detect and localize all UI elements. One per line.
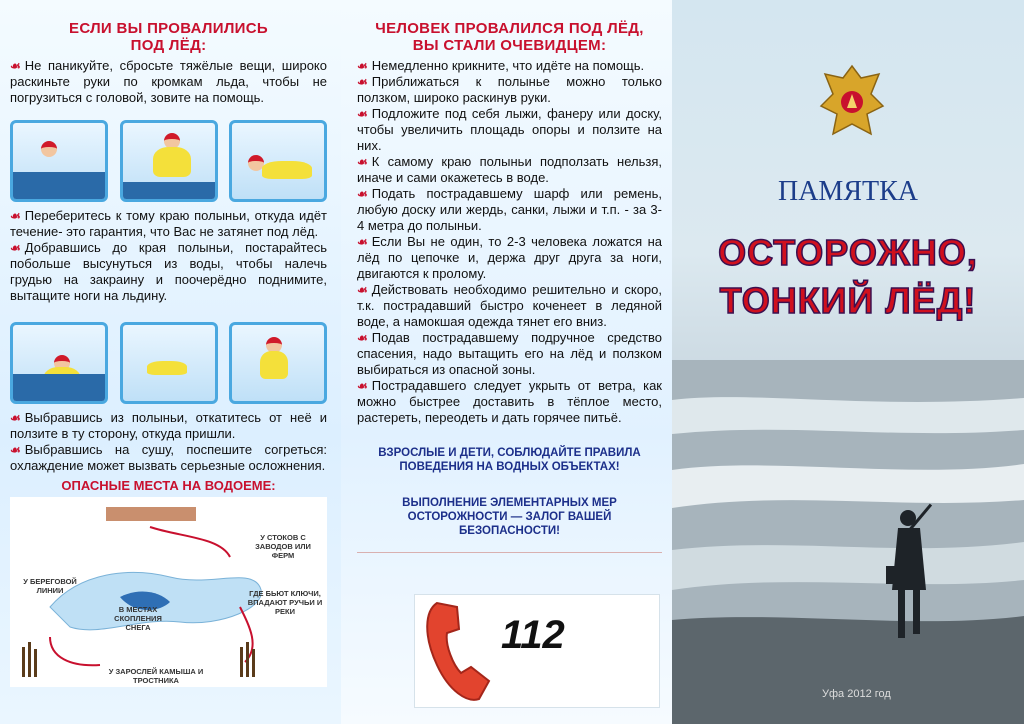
cover-label: ПАМЯТКА — [777, 176, 918, 207]
bullet-icon: ☙ — [357, 107, 368, 121]
illustration-fallen-through — [10, 120, 108, 202]
list-item-text: Если Вы не один, то 2-3 человека ложатся на лёд по цепочке и, держа друг друга за ноги, двигаются к пролому. — [357, 234, 662, 281]
safety-note: ВЫПОЛНЕНИЕ ЭЛЕМЕНТАРНЫХ МЕР ОСТОРОЖНОСТИ — ЗАЛОГ ВАШЕЙ БЕЗОПАСНОСТИ! — [402, 497, 617, 537]
emergency-number: 112 — [501, 613, 565, 657]
cover-title-line-1: ОСТОРОЖНО, — [718, 232, 978, 273]
list-item-text: Приближаться к полынье можно только ползком, широко раскинув руки. — [357, 74, 662, 105]
bullet-icon: ☙ — [357, 75, 368, 89]
illustration-rolling-away — [120, 322, 218, 404]
middle-heading-line-1: ЧЕЛОВЕК ПРОВАЛИЛСЯ ПОД ЛЁД, — [375, 20, 644, 37]
map-label-snow: В МЕСТАХ СКОПЛЕНИЯ СНЕГА — [114, 605, 162, 632]
danger-map — [10, 497, 327, 687]
left-paragraph-3-text: Добравшись до края полыньи, постарайтесь побольше высунуться из воды, чтобы налечь грудью на закраину и поочерёдно поднимите, вытащите ноги на льдину. — [10, 240, 327, 303]
emergency-phone-box — [414, 594, 660, 708]
bullet-icon: ☙ — [357, 235, 368, 249]
list-item — [357, 74, 662, 106]
rules-note: ВЗРОСЛЫЕ И ДЕТИ, СОБЛЮДАЙТЕ ПРАВИЛА ПОВЕДЕНИЯ НА ВОДНЫХ ОБЪЕКТАХ! — [378, 447, 641, 473]
map-label-drains: У СТОКОВ С ЗАВОДОВ ИЛИ ФЕРМ — [255, 533, 311, 560]
illustration-walking-ashore — [229, 322, 327, 404]
left-heading-line-2: ПОД ЛЁД: — [130, 37, 207, 54]
left-paragraph-4 — [10, 410, 327, 442]
left-panel — [0, 0, 341, 724]
ice-landscape — [672, 360, 1024, 724]
bullet-icon: ☙ — [10, 59, 21, 73]
bullet-icon: ☙ — [357, 331, 368, 345]
list-item-text: Действовать необходимо решительно и скоро, т.к. пострадавший быстро коченеет в ледяной воде, а намокшая одежда тянет его вниз. — [357, 282, 662, 329]
witness-instructions-list — [357, 58, 662, 426]
bullet-icon: ☙ — [10, 209, 21, 223]
list-item — [357, 154, 662, 186]
list-item-text: Подав пострадавшему подручное средство спасения, надо вытащить его на лёд и ползком выбираться из опасной зоны. — [357, 330, 662, 377]
list-item — [357, 58, 662, 74]
bullet-icon: ☙ — [357, 283, 368, 297]
bullet-icon: ☙ — [357, 155, 368, 169]
list-item-text: К самому краю полыньи подползать нельзя, иначе и сами окажетесь в воде. — [357, 154, 662, 185]
middle-heading — [357, 20, 662, 54]
list-item — [357, 186, 662, 234]
list-item — [357, 330, 662, 378]
left-paragraph-1 — [10, 58, 327, 106]
cover-footer: Уфа 2012 год — [822, 688, 891, 700]
left-paragraph-3 — [10, 240, 327, 304]
left-heading-line-1: ЕСЛИ ВЫ ПРОВАЛИЛИСЬ — [69, 20, 268, 37]
map-label-reeds: У ЗАРОСЛЕЙ КАМЫША И ТРОСТНИКА — [108, 667, 204, 685]
left-paragraph-4-text: Выбравшись из полыньи, откатитесь от неё и ползите в ту сторону, откуда пришли. — [10, 410, 327, 441]
divider — [357, 552, 662, 553]
list-item-text: Подать пострадавшему шарф или ремень, любую доску или жердь, санки, лыжи и т.п. - за 3-4 метра до полыньи. — [357, 186, 662, 233]
cover-panel — [672, 0, 1024, 724]
middle-heading-line-2: ВЫ СТАЛИ ОЧЕВИДЦЕМ: — [412, 37, 607, 54]
bullet-icon: ☙ — [10, 443, 21, 457]
illustration-arms-spread — [120, 120, 218, 202]
illustration-row-2 — [10, 322, 327, 404]
bullet-icon: ☙ — [357, 59, 368, 73]
left-paragraph-2-text: Переберитесь к тому краю полыньи, откуда идёт течение- это гарантия, что Вас не затянет под лёд. — [10, 208, 327, 239]
illustration-lean-chest — [10, 322, 108, 404]
map-label-springs: ГДЕ БЬЮТ КЛЮЧИ, ВПАДАЮТ РУЧЬИ И РЕКИ — [247, 589, 323, 616]
illustration-row-1 — [10, 120, 327, 202]
bullet-icon: ☙ — [10, 411, 21, 425]
list-item-text: Подложите под себя лыжи, фанеру или доску, чтобы увеличить площадь опоры и ползите на них. — [357, 106, 662, 153]
bullet-icon: ☙ — [357, 187, 368, 201]
left-heading — [10, 20, 327, 54]
left-paragraph-5-text: Выбравшись на сушу, поспешите согреться: охлаждение может вызвать серьезные осложнения. — [10, 442, 327, 473]
cover-title-line-2: ТОНКИЙ ЛЁД! — [719, 280, 977, 321]
bullet-icon: ☙ — [357, 379, 368, 393]
left-paragraph-5 — [10, 442, 327, 474]
list-item — [357, 234, 662, 282]
factory-shape — [106, 507, 196, 521]
list-item — [357, 378, 662, 426]
list-item — [357, 282, 662, 330]
danger-places-title: ОПАСНЫЕ МЕСТА НА ВОДОЕМЕ: — [61, 478, 276, 493]
emergency-ministry-emblem-icon — [817, 62, 887, 146]
illustration-crawling-out — [229, 120, 327, 202]
list-item-text: Немедленно крикните, что идёте на помощь. — [371, 58, 645, 73]
list-item — [357, 106, 662, 154]
bullet-icon: ☙ — [10, 241, 21, 255]
list-item-text: Пострадавшего следует укрыть от ветра, как можно быстрее доставить в тёплое место, растереть, переодеть и дать горячее питьё. — [357, 378, 662, 425]
left-paragraph-1-text: Не паникуйте, сбросьте тяжёлые вещи, широко раскиньте руки по кромкам льда, чтобы не погрузиться с головой, зовите на помощь. — [10, 58, 327, 105]
left-paragraph-2 — [10, 208, 327, 240]
map-label-shore: У БЕРЕГОВОЙ ЛИНИИ — [23, 577, 77, 595]
